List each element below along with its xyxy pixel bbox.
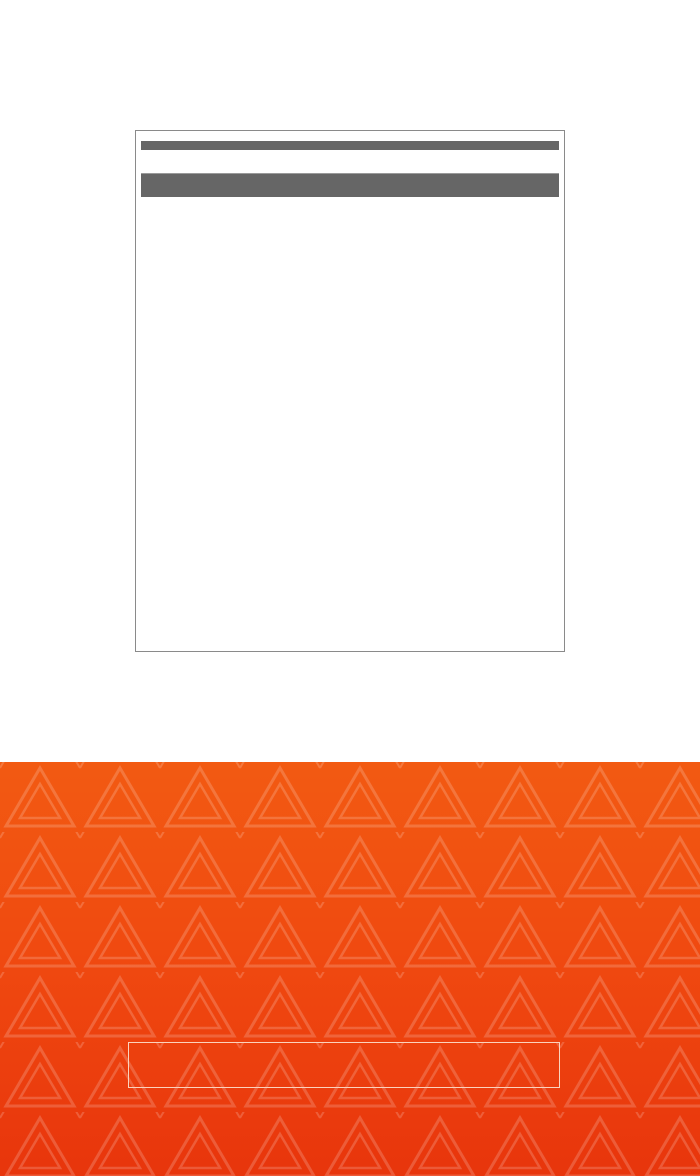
footnotes xyxy=(141,197,559,200)
fda-disclaimer-box xyxy=(128,1042,560,1088)
supplement-facts-panel xyxy=(135,130,565,652)
divider-thick xyxy=(141,141,559,150)
divider-medium xyxy=(141,174,559,181)
directions-panel xyxy=(0,762,700,1176)
divider-thick xyxy=(141,188,559,197)
divider-medium xyxy=(141,181,559,188)
amount-header-row xyxy=(141,150,559,174)
triangle-pattern-background xyxy=(0,762,700,1176)
